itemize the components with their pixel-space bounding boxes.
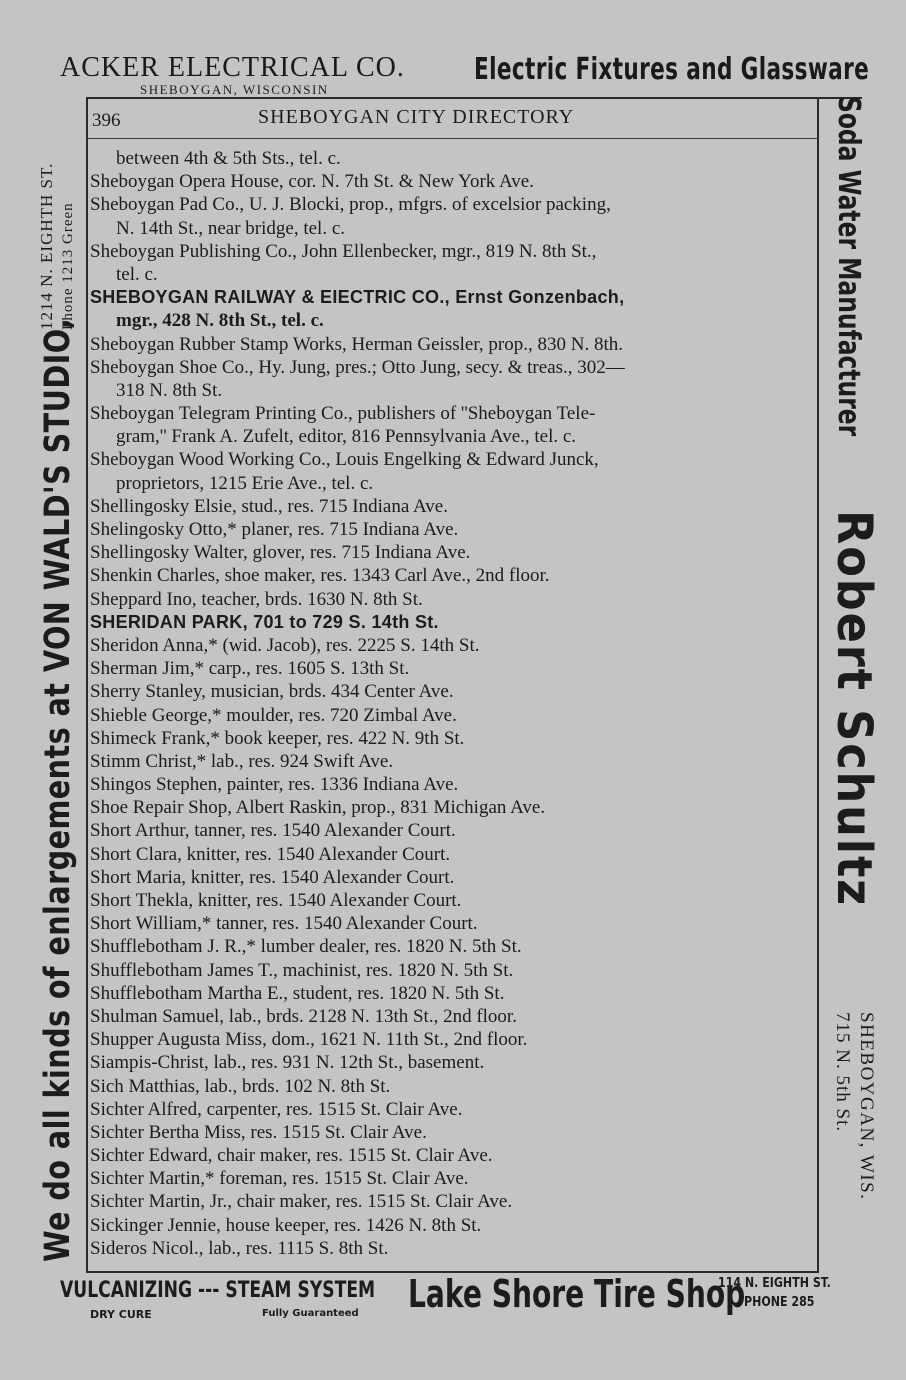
right-ad-address: 715 N. 5th St.	[832, 1012, 853, 1133]
running-head: SHEBOYGAN CITY DIRECTORY	[258, 106, 575, 128]
footer-guaranteed: Fully Guaranteed	[262, 1308, 359, 1319]
directory-entry: Sickinger Jennie, house keeper, res. 1426 N. 8th St.	[90, 1214, 482, 1236]
directory-entry: between 4th & 5th Sts., tel. c.	[116, 148, 341, 169]
directory-entry: Sheboygan Telegram Printing Co., publishers of ''Sheboygan Tele-	[90, 403, 596, 425]
running-head-rule	[86, 138, 819, 139]
directory-entry: Shellingosky Elsie, stud., res. 715 Indiana Ave.	[90, 495, 448, 517]
left-ad-phone: Phone 1213 Green	[60, 202, 76, 330]
directory-entry: Shufflebotham Martha E., student, res. 1820 N. 5th St.	[90, 982, 505, 1004]
directory-entry: Sheridon Anna,* (wid. Jacob), res. 2225 S. 14th St.	[90, 634, 480, 656]
directory-entry: Shieble George,* moulder, res. 720 Zimbal Ave.	[90, 704, 457, 726]
directory-entry: N. 14th St., near bridge, tel. c.	[116, 217, 346, 239]
directory-entry: Shufflebotham James T., machinist, res. 1820 N. 5th St.	[90, 959, 514, 981]
directory-entry: Sheboygan Wood Working Co., Louis Engelking & Edward Junck,	[90, 449, 599, 471]
footer-shop-name: Lake Shore Tire Shop	[408, 1272, 746, 1316]
left-ad-address-block	[36, 110, 86, 330]
header-rule	[86, 97, 862, 99]
right-ad-name-block	[824, 510, 884, 970]
directory-entry: Shimeck Frank,* book keeper, res. 422 N. 9th St.	[90, 727, 465, 749]
footer-phone: PHONE 285	[744, 1295, 815, 1310]
directory-entry: Shellingosky Walter, glover, res. 715 Indiana Ave.	[90, 542, 471, 564]
directory-entry: Short Clara, knitter, res. 1540 Alexander Court.	[90, 843, 451, 865]
directory-entry: Shulman Samuel, lab., brds. 2128 N. 13th St., 2nd floor.	[90, 1005, 517, 1027]
right-ad-line1: Soda Water Manufacturer	[831, 96, 866, 437]
footer-dry-cure: DRY CURE	[90, 1308, 152, 1321]
directory-entry: Shupper Augusta Miss, dom., 1621 N. 11th St., 2nd floor.	[90, 1029, 528, 1051]
directory-entry: Shoe Repair Shop, Albert Raskin, prop., 831 Michigan Ave.	[90, 797, 546, 819]
directory-entry: Sherry Stanley, musician, brds. 434 Center Ave.	[90, 681, 454, 703]
directory-entry: Shelingosky Otto,* planer, res. 715 Indiana Ave.	[90, 519, 459, 540]
directory-entry: Sheboygan Pad Co., U. J. Blocki, prop., mfgrs. of excelsior packing,	[90, 194, 611, 216]
right-ad-tagline	[826, 96, 870, 476]
directory-entry: Sichter Alfred, carpenter, res. 1515 St. Clair Ave.	[90, 1098, 463, 1120]
directory-entry: Sichter Bertha Miss, res. 1515 St. Clair Ave.	[90, 1121, 427, 1143]
directory-entry: tel. c.	[116, 263, 158, 285]
directory-entry: Sheboygan Publishing Co., John Ellenbecker, mgr., 819 N. 8th St.,	[90, 240, 597, 262]
header-company-name: ACKER ELECTRICAL CO.	[60, 52, 405, 83]
right-ad-name: Robert Schultz	[826, 510, 882, 908]
directory-entry: proprietors, 1215 Erie Ave., tel. c.	[116, 472, 374, 494]
page-number: 396	[92, 110, 121, 131]
directory-entry: SHEBOYGAN RAILWAY & EIECTRIC CO., Ernst Gonzenbach,	[90, 287, 625, 308]
left-ad-address: 1214 N. EIGHTH ST.	[37, 162, 56, 330]
footer-vulcanizing: VULCANIZING --- STEAM SYSTEM	[60, 1278, 376, 1303]
directory-entry: Sheboygan Shoe Co., Hy. Jung, pres.; Otto Jung, secy. & treas., 302—	[90, 356, 625, 378]
directory-entry: Short William,* tanner, res. 1540 Alexander Court.	[90, 913, 478, 935]
directory-entry: SHERIDAN PARK, 701 to 729 S. 14th St.	[90, 611, 439, 632]
directory-entry: Shenkin Charles, shoe maker, res. 1343 Carl Ave., 2nd floor.	[90, 565, 550, 587]
directory-entry: Stimm Christ,* lab., res. 924 Swift Ave.	[90, 750, 394, 772]
directory-entry: Sichter Martin,* foreman, res. 1515 St. Clair Ave.	[90, 1168, 469, 1190]
footer-address: 114 N. EIGHTH ST.	[718, 1276, 831, 1291]
directory-entry: gram,'' Frank A. Zufelt, editor, 816 Pennsylvania Ave., tel. c.	[116, 426, 577, 448]
right-ad-location	[828, 1012, 878, 1282]
directory-entry: Sheboygan Rubber Stamp Works, Herman Geissler, prop., 830 N. 8th.	[90, 333, 623, 355]
header-company-city: SHEBOYGAN, WISCONSIN	[140, 82, 329, 97]
left-ad-text: We do all kinds of enlargements at VON WALD'S STUDIO,	[38, 317, 78, 1262]
header-slogan: Electric Fixtures and Glassware	[474, 52, 870, 87]
directory-entry: Shufflebotham J. R.,* lumber dealer, res. 1820 N. 5th St.	[90, 936, 522, 958]
directory-entry: Short Arthur, tanner, res. 1540 Alexander Court.	[90, 820, 456, 842]
directory-entry: Sich Matthias, lab., brds. 102 N. 8th St.	[90, 1075, 391, 1097]
directory-entry: Sideros Nicol., lab., res. 1115 S. 8th St.	[90, 1237, 389, 1259]
directory-entry: Short Maria, knitter, res. 1540 Alexander Court.	[90, 866, 455, 888]
directory-entry: Sheppard Ino, teacher, brds. 1630 N. 8th St.	[90, 588, 423, 610]
directory-entry: Short Thekla, knitter, res. 1540 Alexander Court.	[90, 890, 462, 911]
directory-entry: Siampis-Christ, lab., res. 931 N. 12th St., basement.	[90, 1052, 485, 1074]
directory-entry: Sheboygan Opera House, cor. N. 7th St. & New York Ave.	[90, 171, 534, 193]
directory-entry: 318 N. 8th St.	[116, 379, 223, 401]
directory-entry: Shingos Stephen, painter, res. 1336 Indiana Ave.	[90, 774, 459, 796]
right-ad-city: SHEBOYGAN, WIS.	[856, 1012, 877, 1201]
directory-entry: Sherman Jim,* carp., res. 1605 S. 13th St.	[90, 658, 410, 680]
directory-entry: Sichter Martin, Jr., chair maker, res. 1515 St. Clair Ave.	[90, 1191, 513, 1213]
directory-entry: Sichter Edward, chair maker, res. 1515 St. Clair Ave.	[90, 1145, 493, 1167]
directory-listing	[90, 147, 818, 1260]
directory-entry: mgr., 428 N. 8th St., tel. c.	[116, 310, 324, 332]
